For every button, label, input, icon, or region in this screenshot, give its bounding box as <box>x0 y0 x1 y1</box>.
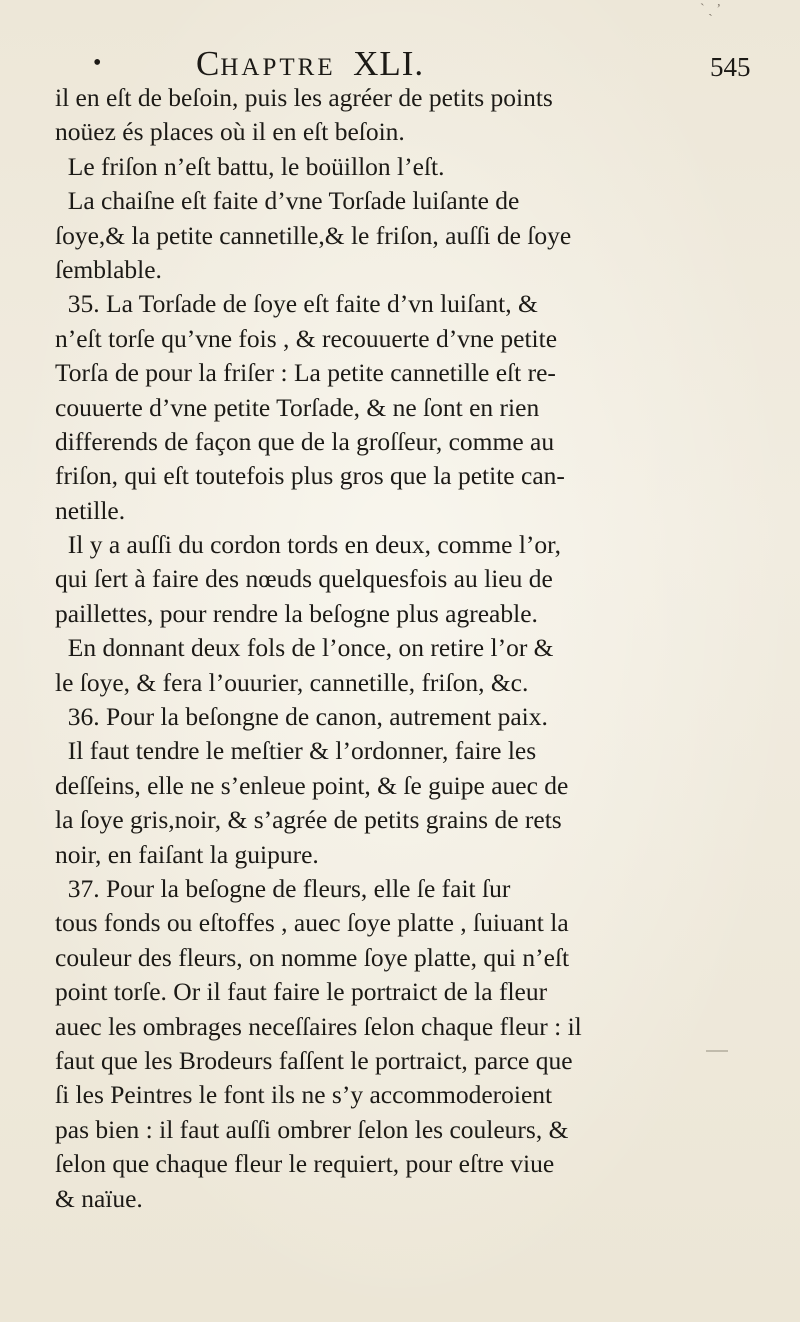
text-line: Il y a auſſi du cordon tords en deux, comme l’or, <box>55 530 562 560</box>
text-line: paillettes, pour rendre la beſogne plus agreable. <box>55 598 538 628</box>
running-header <box>0 44 800 84</box>
text-line: couleur des fleurs, on nomme ſoye platte, qui n’eſt <box>55 942 570 972</box>
text-line: ſemblable. <box>55 254 162 284</box>
text-line: ſi les Peintres le font ils ne s’y accommoderoient <box>55 1080 553 1110</box>
text-line: 36. Pour la beſongne de canon, autrement paix. <box>55 702 548 732</box>
text-line: En donnant deux fols de l’once, on retire l’or & <box>55 633 554 663</box>
text-line: pas bien : il faut auſſi ombrer ſelon les couleurs, & <box>55 1114 569 1144</box>
text-line: n’eſt torſe qu’vne fois , & recouuerte d’vne petite <box>55 323 558 353</box>
text-line: ſoye,& la petite cannetille,& le friſon, auſſi de ſoye <box>55 220 572 250</box>
text-line: tous fonds ou eſtoffes , auec ſoye platte , ſuiuant la <box>55 908 569 938</box>
text-line: le ſoye, & fera l’ouurier, cannetille, friſon, &c. <box>55 667 529 697</box>
text-line: faut que les Brodeurs faſſent le portraict, parce que <box>55 1045 573 1075</box>
text-line: 35. La Torſade de ſoye eſt faite d’vn luiſant, & <box>55 289 538 319</box>
text-line: friſon, qui eſt toutefois plus gros que la petite can- <box>55 461 565 491</box>
chapter-number: XLI. <box>353 44 425 83</box>
text-line: Il faut tendre le meſtier & l’ordonner, faire les <box>55 736 537 766</box>
body-text <box>55 81 755 1216</box>
text-line: Le friſon n’eſt battu, le boüillon l’eſt. <box>55 151 445 181</box>
text-line: point torſe. Or il faut faire le portraict de la fleur <box>55 977 548 1007</box>
text-line: couuerte d’vne petite Torſade, & ne ſont en rien <box>55 392 540 422</box>
page-number: 545 <box>710 52 751 82</box>
text-line: ſelon que chaque fleur le requiert, pour eſtre viue <box>55 1149 555 1179</box>
chapter-title-initial: C <box>196 44 221 83</box>
corner-smudge: ˋ ˏ ʼ <box>700 2 721 17</box>
text-line: noüez és places où il en eſt beſoin. <box>55 117 405 147</box>
text-line: noir, en faiſant la guipure. <box>55 839 319 869</box>
chapter-title <box>196 44 424 84</box>
text-line: netille. <box>55 495 126 525</box>
text-line: & naïue. <box>55 1183 143 1213</box>
text-line: qui ſert à faire des nœuds quelquesfois au lieu de <box>55 564 553 594</box>
header-bullet: • <box>93 50 102 76</box>
margin-mark <box>706 1050 728 1052</box>
text-line: auec les ombrages neceſſaires ſelon chaque fleur : il <box>55 1011 582 1041</box>
text-line: il en eſt de beſoin, puis les agréer de petits points <box>55 83 553 112</box>
text-line: 37. Pour la beſogne de fleurs, elle ſe fait ſur <box>55 873 511 903</box>
text-line: La chaiſne eſt faite d’vne Torſade luiſante de <box>55 186 520 216</box>
chapter-title-rest: HAPTRE <box>220 54 336 81</box>
text-line: differends de façon que de la groſſeur, comme au <box>55 426 555 456</box>
text-line: deſſeins, elle ne s’enleue point, & ſe guipe auec de <box>55 770 569 800</box>
text-line: Torſa de pour la friſer : La petite cannetille eſt re- <box>55 358 556 388</box>
text-line: la ſoye gris,noir, & s’agrée de petits grains de rets <box>55 805 562 835</box>
